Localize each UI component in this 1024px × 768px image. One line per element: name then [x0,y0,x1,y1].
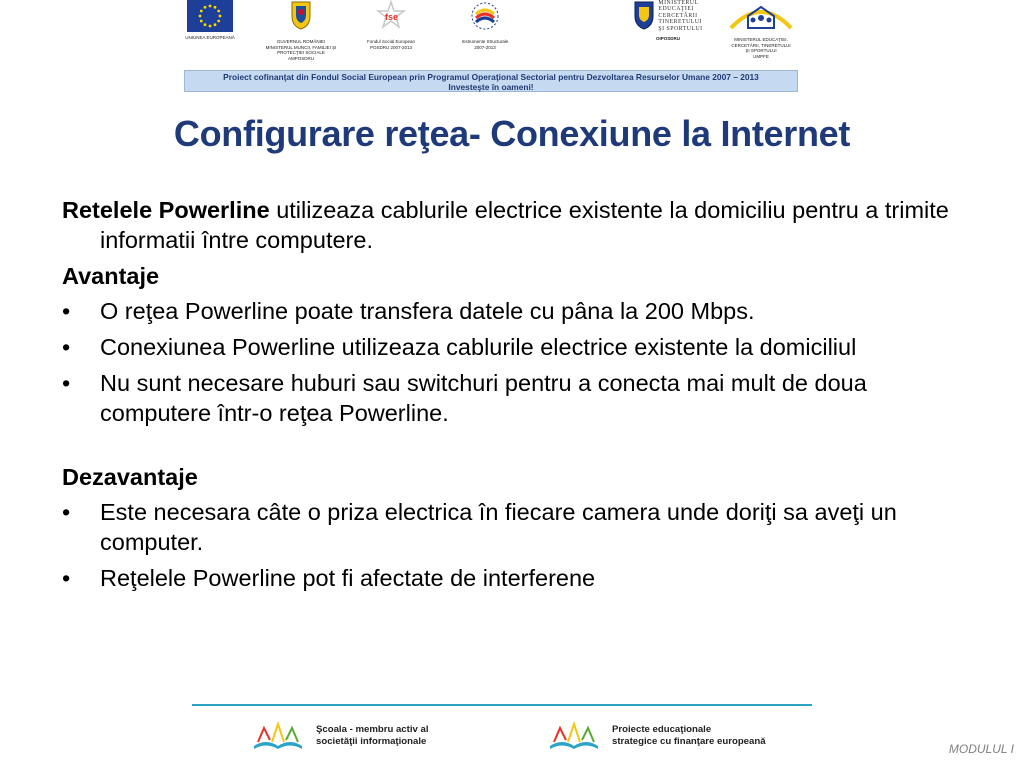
fse-caption: Fondul Social European POSDRU 2007-2013 [366,39,416,50]
list-item-text: Conexiunea Powerline utilizeaza cablurile electrice existente la domiciliul [100,334,857,360]
svg-text:fse: fse [385,12,399,22]
ministry-name-text: MINISTERUL EDUCAŢIEI CERCETĂRII TINERETULUI ŞI SPORTULUI [658,0,703,32]
list-item [62,296,962,326]
oiposdru-logo [628,0,708,42]
list-item-text: Nu sunt necesare huburi sau switchuri pentru a conecta mai mult de doua computere într-o reţea Powerline. [100,370,867,426]
fse-star-icon [374,0,408,30]
eu-flag-icon [187,0,233,32]
ministry-crest-icon [633,0,655,30]
advantages-list [62,296,962,428]
disadvantages-list [62,497,962,593]
list-item-text: Este necesara câte o priza electrica în fiecare camera unde doriţi sa aveţi un computer. [100,499,897,555]
umpfe-caption: MINISTERUL EDUCAŢIEI, CERCETĂRII, TINERETULUI ŞI SPORTULUI UMPFE [731,37,791,59]
list-item [62,563,962,593]
spacer [62,434,962,462]
bullet-icon: • [62,370,71,396]
banner-line-2: Investeşte în oameni! [448,82,534,92]
intro-bold-term: Retelele Powerline [62,197,270,223]
umpfe-logo [722,0,800,59]
bullet-icon: • [62,565,71,591]
slide-content [62,195,962,599]
eu-caption: UNIUNEA EUROPEANĂ [185,35,235,40]
footer-left-text: Şcoala - membru activ al societăţii informaţionale [316,724,429,747]
intro-paragraph [62,195,962,255]
list-item-text: O reţea Powerline poate transfera datele cu pâna la 200 Mbps. [100,298,755,324]
open-book-icon [250,720,306,752]
page-title: Configurare reţea- Conexiune la Internet [173,113,851,154]
footer-projects-logo [546,720,766,752]
structural-instruments-caption: Instrumente Structurale 2007-2013 [461,39,509,50]
module-label: MODULUL I [948,742,1014,756]
structural-instruments-icon [468,0,502,32]
eu-logo [180,0,240,41]
bullet-icon: • [62,499,71,525]
government-logo [262,0,340,61]
advantages-heading: Avantaje [62,263,160,289]
fse-logo [362,0,420,50]
government-caption: GUVERNUL ROMÂNIEI MINISTERUL MUNCII, FAMILIEI ŞI PROTECŢIEI SOCIALE AMPOSDRU [265,39,337,61]
banner-line-1: Proiect cofinanţat din Fondul Social European prin Programul Operaţional Sectorial pentru Dezvoltarea Resurselor Umane 2007 – 2013 [223,72,759,82]
list-item [62,497,962,557]
cofinancing-banner [184,70,798,92]
footer-school-logo [250,720,429,752]
structural-instruments-logo [454,0,516,50]
footer-divider [192,704,812,706]
footer-right-text: Proiecte educaţionale strategice cu finanţare europeană [612,724,766,747]
bullet-icon: • [62,334,71,360]
open-book-icon [546,720,602,752]
umpfe-house-icon [726,0,796,32]
list-item [62,368,962,428]
list-item [62,332,962,362]
romania-coat-of-arms-icon [290,0,312,30]
bullet-icon: • [62,298,71,324]
list-item-text: Reţelele Powerline pot fi afectate de interferene [100,565,596,591]
oiposdru-caption: OIPOSDRU [655,36,680,42]
intro-text: utilizeaza cablurile electrice existente la domiciliu pentru a trimite informatii între computere. [100,197,949,253]
disadvantages-heading: Dezavantaje [62,464,198,490]
